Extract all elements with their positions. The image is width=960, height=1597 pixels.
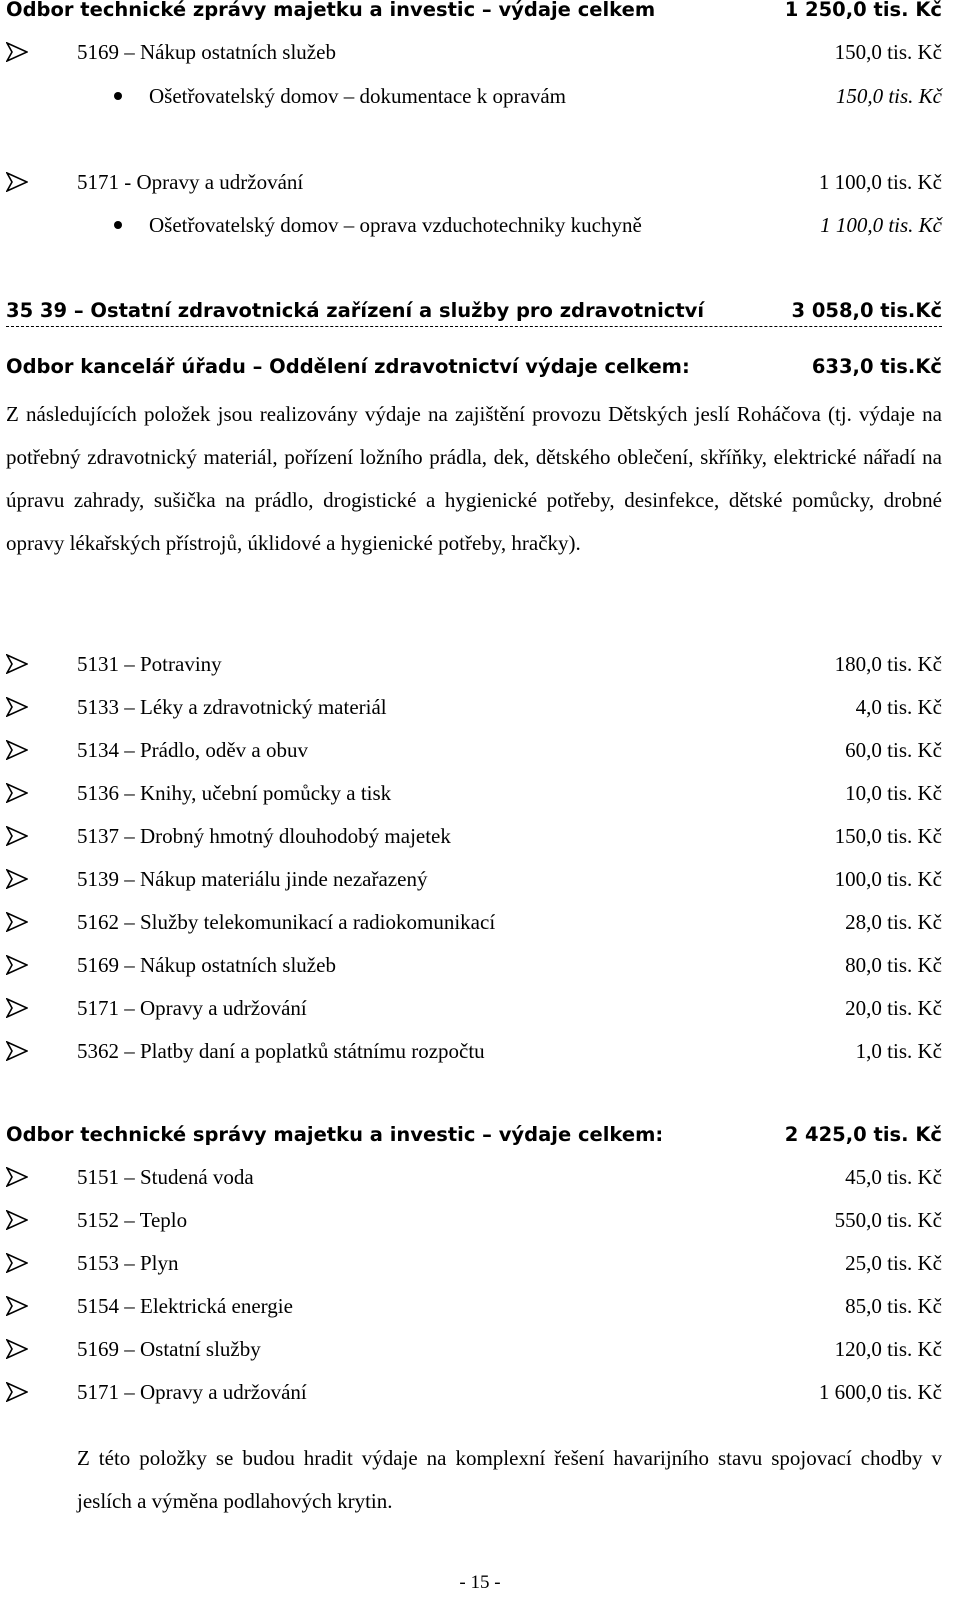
arrow-bullet-icon [6,869,28,889]
list-item [6,950,942,980]
item-5171-row [6,167,942,197]
item-5169-label: 5169 – Nákup ostatních služeb [77,40,336,64]
top-total-label: Odbor technické zprávy majetku a investic – výdaje celkem [6,0,656,21]
list-item-label: 5154 – Elektrická energie [77,1294,293,1318]
list-item [6,735,942,765]
sub-5171-amount: 1 100,0 tis. Kč [820,213,942,237]
page-number: - 15 - [459,1572,501,1593]
list-item [6,1036,942,1066]
list-item [6,1334,942,1364]
list-item-amount: 28,0 tis. Kč [845,910,942,934]
arrow-bullet-icon [6,1339,28,1359]
sub-5169-row [6,81,942,111]
list-item-label: 5136 – Knihy, učební pomůcky a tisk [77,781,392,805]
dot-bullet-icon [114,92,122,100]
tech-total-row [6,1120,942,1150]
office-paragraph: Z následujících položek jsou realizovány výdaje na zajištění provozu Dětských jeslí Roháčova (tj. výdaje na potřebný zdravotnický materiál, pořízení ložního prádla, dek, dětského oblečení, skříňky, elektrické nářadí na úpravu zahrady, sušička na prádlo, drogistické a hygienické potřeby, desinfekce, dětské pomůcky, drobné opravy lékařských přístrojů, úklidové a hygienické potřeby, hračky). [6,402,942,555]
list-item [6,993,942,1023]
arrow-bullet-icon [6,1382,28,1402]
section-heading-amount: 3 058,0 tis.Kč [791,299,942,322]
list-item-amount: 80,0 tis. Kč [845,953,942,977]
office-total-row [6,352,942,382]
list-item-amount: 1 600,0 tis. Kč [818,1380,942,1404]
list-item-label: 5153 – Plyn [77,1251,179,1275]
arrow-bullet-icon [6,654,28,674]
arrow-bullet-icon [6,1253,28,1273]
arrow-bullet-icon [6,697,28,717]
arrow-bullet-icon [6,172,28,192]
sub-5169-label: Ošetřovatelský domov – dokumentace k opravám [149,84,566,108]
list-item [6,821,942,851]
tech-total-amount: 2 425,0 tis. Kč [784,1123,942,1146]
arrow-bullet-icon [6,1041,28,1061]
arrow-bullet-icon [6,1167,28,1187]
arrow-bullet-icon [6,826,28,846]
list-item-label: 5171 – Opravy a udržování [77,996,307,1020]
list-item-amount: 150,0 tis. Kč [834,824,942,848]
arrow-bullet-icon [6,42,28,62]
list-item-amount: 45,0 tis. Kč [845,1165,942,1189]
office-total-amount: 633,0 tis.Kč [811,355,942,378]
section-underline [6,326,942,327]
list-item-label: 5151 – Studená voda [77,1165,254,1189]
top-total-amount: 1 250,0 tis. Kč [784,0,942,21]
list-item-label: 5169 – Nákup ostatních služeb [77,953,336,977]
list-item [6,1205,942,1235]
arrow-bullet-icon [6,955,28,975]
list-item [6,649,942,679]
list-item-label: 5152 – Teplo [77,1208,188,1232]
list-item [6,1377,942,1407]
arrow-bullet-icon [6,998,28,1018]
list-item-amount: 85,0 tis. Kč [845,1294,942,1318]
arrow-bullet-icon [6,1210,28,1230]
list-item [6,1291,942,1321]
list-item-amount: 25,0 tis. Kč [845,1251,942,1275]
arrow-bullet-icon [6,783,28,803]
tech-paragraph: Z této položky se budou hradit výdaje na komplexní řešení havarijního stavu spojovací chodby v jeslích a výměna podlahových krytin. [77,1446,942,1513]
tech-total-label: Odbor technické správy majetku a investic – výdaje celkem: [6,1123,664,1146]
list-item-amount: 1,0 tis. Kč [855,1039,942,1063]
list-item [6,907,942,937]
section-heading-row [6,296,942,326]
dot-bullet-icon [114,221,122,229]
sub-5171-row [6,210,942,240]
arrow-bullet-icon [6,740,28,760]
list-item-label: 5139 – Nákup materiálu jinde nezařazený [77,867,428,891]
list-item [6,1248,942,1278]
list-item-amount: 60,0 tis. Kč [845,738,942,762]
top-total-row [6,0,942,25]
list-item-label: 5171 – Opravy a udržování [77,1380,307,1404]
sub-5171-label: Ošetřovatelský domov – oprava vzduchotechniky kuchyně [149,213,642,237]
list-item-label: 5169 – Ostatní služby [77,1337,261,1361]
list-item-label: 5137 – Drobný hmotný dlouhodobý majetek [77,824,451,848]
list-item-label: 5362 – Platby daní a poplatků státnímu rozpočtu [77,1039,485,1063]
office-total-label: Odbor kancelář úřadu – Oddělení zdravotnictví výdaje celkem: [6,355,690,378]
item-5171-label: 5171 - Opravy a udržování [77,170,304,194]
list-item [6,692,942,722]
list-item [6,864,942,894]
list-item-amount: 20,0 tis. Kč [845,996,942,1020]
item-5169-row [6,37,942,67]
list-item [6,1162,942,1192]
arrow-bullet-icon [6,912,28,932]
section-heading-label: 35 39 – Ostatní zdravotnická zařízení a služby pro zdravotnictví [6,299,705,322]
list-item-amount: 4,0 tis. Kč [855,695,942,719]
list-item-label: 5134 – Prádlo, oděv a obuv [77,738,308,762]
list-item-amount: 10,0 tis. Kč [845,781,942,805]
list-item-label: 5162 – Služby telekomunikací a radiokomunikací [77,910,496,934]
list-item-amount: 100,0 tis. Kč [834,867,942,891]
list-item-label: 5131 – Potraviny [77,652,222,676]
list-item-label: 5133 – Léky a zdravotnický materiál [77,695,387,719]
list-item-amount: 550,0 tis. Kč [834,1208,942,1232]
sub-5169-amount: 150,0 tis. Kč [835,84,942,108]
list-item [6,778,942,808]
item-5171-amount: 1 100,0 tis. Kč [818,170,942,194]
arrow-bullet-icon [6,1296,28,1316]
list-item-amount: 120,0 tis. Kč [834,1337,942,1361]
item-5169-amount: 150,0 tis. Kč [834,40,942,64]
list-item-amount: 180,0 tis. Kč [834,652,942,676]
